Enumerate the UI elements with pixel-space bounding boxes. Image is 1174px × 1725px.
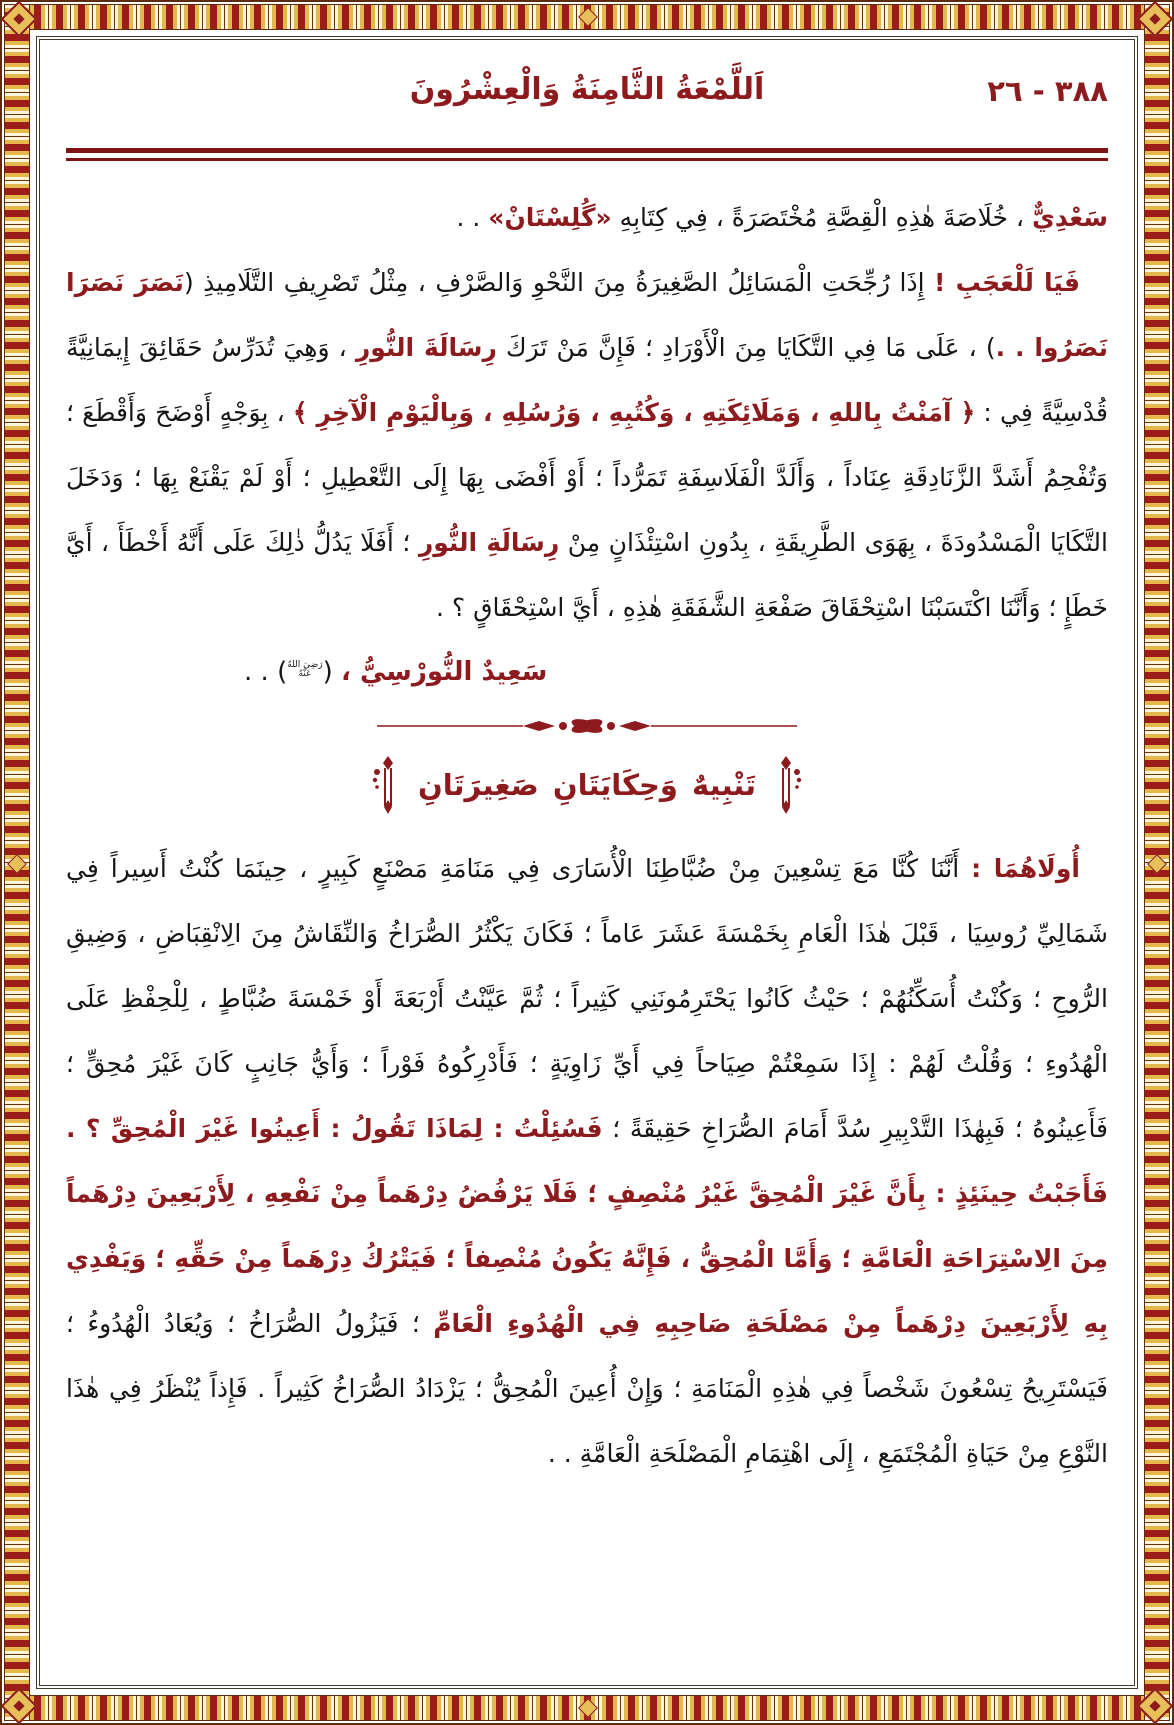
radiallahu-anhu-seal (287, 661, 322, 679)
author-name: سَعِيدٌ النُّورْسِيُّ ، (341, 657, 548, 687)
text-segment: . . (456, 203, 489, 232)
page-number: ٣٨٨ - ٢٦ (987, 74, 1108, 108)
divider-flourish-graphic (377, 714, 797, 738)
quran-quote: ﴿ آمَنْتُ بِاللهِ ، وَمَلَائِكَتِهِ ، وَكُتُبِهِ ، وَرُسُلِهِ ، وَبِالْيَوْمِ الْآخِرِ ﴾ (292, 398, 976, 427)
text-segment: ، خُلَاصَةَ هٰذِهِ الْقِصَّةِ مُخْتَصَرَةً ، فِي كِتَابِهِ (611, 203, 1032, 232)
paragraph-saadi-line (66, 185, 1108, 250)
text-segment: أُولَاهُمَا : (971, 854, 1080, 883)
text-segment: ؛ فَيَزُولُ الصُّرَاخُ ؛ وَيُعَادُ الْهُدُوءُ ؛ فَيَسْتَرِيحُ تِسْعُونَ شَخْصاً فِي هٰذِهِ الْمَنَامَةِ ؛ وَإِنْ أُعِينَ الْمُحِقُّ ؛ يَزْدَادُ الصُّرَاخُ كَثِيراً . فَإِذاً يُنْظَرُ فِي هٰذَا النَّوْعِ مِنْ حَيَاةِ الْمُجْتَمَعِ ، إِلَى اهْتِمَامِ الْمَصْلَحَةِ الْعَامَّةِ . . (66, 1309, 1108, 1468)
text-segment: رِسَالَةِ النُّورِ (418, 528, 560, 557)
text-segment: أَنَّنَا كُنَّا مَعَ تِسْعِينَ مِنْ ضُبَّاطِنَا الْأُسَارَى فِي مَنَامَةِ مَصْنَعٍ كَبِيرٍ ، حِينَمَا كُنْتُ أَسِيراً فِي شَمَالِيِّ رُوسِيَا ، قَبْلَ هٰذَا الْعَامِ بِخَمْسَةَ عَشَرَ عَاماً ؛ فَكَانَ يَكْثُرُ الصُّرَاخُ وَالنِّقَاشُ مِنَ الِانْقِبَاضِ ، وَضِيقِ الرُّوحِ ؛ وَكُنْتُ أُسَكِّنُهُمْ ؛ حَيْثُ كَانُوا يَحْتَرِمُونَنِي كَثِيراً ؛ ثُمَّ عَيَّنْتُ أَرْبَعَةَ أَوْ خَمْسَةَ ضُبَّاطٍ ، لِلْحِفْظِ عَلَى الْهُدُوءِ ؛ وَقُلْتُ لَهُمْ : إِذَا سَمِعْتُمْ صِيَاحاً فِي أَيِّ زَاوِيَةٍ ؛ فَأَدْرِكُوهُ فَوْراً ؛ وَأَيُّ جَانِبٍ كَانَ غَيْرَ مُحِقٍّ ؛ فَأَعِينُوهُ ؛ فَبِهٰذَا التَّدْبِيرِ سُدَّ أَمَامَ الصُّرَاخِ حَقِيقَةً ؛ (66, 854, 1109, 1143)
text-segment: ؛ أَفَلَا يَدُلُّ ذٰلِكَ عَلَى أَنَّهُ أَخْطَأَ ، أَيَّ خَطَإٍ ؛ وَأَنَّنَا اكْتَسَبْنَا اسْتِحْقَاقَ صَفْعَةِ الشَّفَقَةِ هٰذِهِ ، أَيَّ اسْتِحْقَاقٍ ؟ . (66, 528, 1108, 622)
text-segment: فَسُئِلْتُ : لِمَاذَا تَقُولُ : أَعِينُوا غَيْرَ الْمُحِقِّ ؟ . فَأَجَبْتُ حِينَئِذٍ : بِأَنَّ غَيْرَ الْمُحِقَّ غَيْرُ مُنْصِفٍ ؛ فَلَا يَرْفُضُ دِرْهَماً مِنْ نَفْعِهِ ، لِأَرْبَعِينَ دِرْهَماً مِنَ الِاسْتِرَاحَةِ الْعَامَّةِ ؛ وَأَمَّا الْمُحِقُّ ، فَإِنَّهُ يَكُونُ مُنْصِفاً ؛ فَيَتْرُكُ دِرْهَماً مِنْ حَقِّهِ ؛ وَيَفْدِي بِهِ لِأَرْبَعِينَ دِرْهَماً مِنْ مَصْلَحَةِ صَاحِبِهِ فِي الْهُدُوءِ الْعَامِّ (66, 1114, 1108, 1338)
calligraphic-divider (66, 714, 1108, 740)
text-segment: . . (244, 657, 278, 687)
text-segment: نَصَرَ نَصَرَا نَصَرُوا . . (66, 268, 1109, 362)
text-segment: ، بِوَجْهٍ أَوْضَحَ وَأَقْطَعَ ؛ وَتُفْحِمُ أَشَدَّ الزَّنَادِقَةِ عِنَاداً ، وَأَلَدَّ الْفَلَاسِفَةِ تَمَرُّداً ؛ أَوْ أَفْضَى بِهَا إِلَى التَّعْطِيلِ ؛ أَوْ لَمْ يَقْنَعْ بِهَا ؛ وَدَخَلَ التَّكَايَا الْمَسْدُودَةَ ، بِهَوَى الطَّرِيقَةِ ، بِدُونِ اسْتِئْذَانٍ مِنْ (66, 398, 1108, 557)
section-heading-text: تَنْبِيهٌ وَحِكَايَتَانِ صَغِيرَتَانِ (417, 768, 757, 802)
text-segment: رِسَالَةَ النُّورِ (355, 333, 497, 362)
text-segment: «گُلِسْتَانْ» (488, 203, 612, 232)
heading-ornament-left (372, 756, 402, 814)
text-segment: فَيَا لَلْعَجَبِ ! (934, 268, 1081, 297)
page-header (66, 72, 1108, 136)
page-content (66, 46, 1108, 1683)
text-segment: سَعْدِيٌّ (1031, 203, 1108, 232)
seal-paren-open: ( (322, 657, 333, 687)
text-segment: ) ، عَلَى مَا فِي التَّكَايَا مِنَ الْأَوْرَادِ ؛ فَإِنَّ مَنْ تَرَكَ (496, 333, 996, 362)
seal-paren-close: ) (277, 657, 288, 687)
header-double-rule (66, 148, 1108, 161)
seal-text-bottom: عَنْهُ (298, 668, 312, 679)
heading-ornament-right (772, 756, 802, 814)
chapter-title: اَللَّمْعَةُ الثَّامِنَةُ وَالْعِشْرُونَ (409, 72, 765, 107)
author-signature (66, 640, 1108, 704)
section-heading (66, 756, 1108, 814)
text-segment: إِذَا رُجِّحَتِ الْمَسَائِلُ الصَّغِيرَةُ مِنَ النَّحْوِ وَالصَّرْفِ ، مِثْلُ تَصْرِيفِ التَّلَامِيذِ ( (183, 268, 935, 297)
paragraph-first-story (66, 836, 1108, 1486)
paragraph-exclamation (66, 250, 1108, 640)
seal-text-top: رَضِيَ اللهُ (287, 659, 323, 670)
text-segment: ، وَهِيَ تُدَرِّسُ حَقَائِقَ إِيمَانِيَّةً قُدْسِيَّةً فِي : (66, 333, 1108, 427)
